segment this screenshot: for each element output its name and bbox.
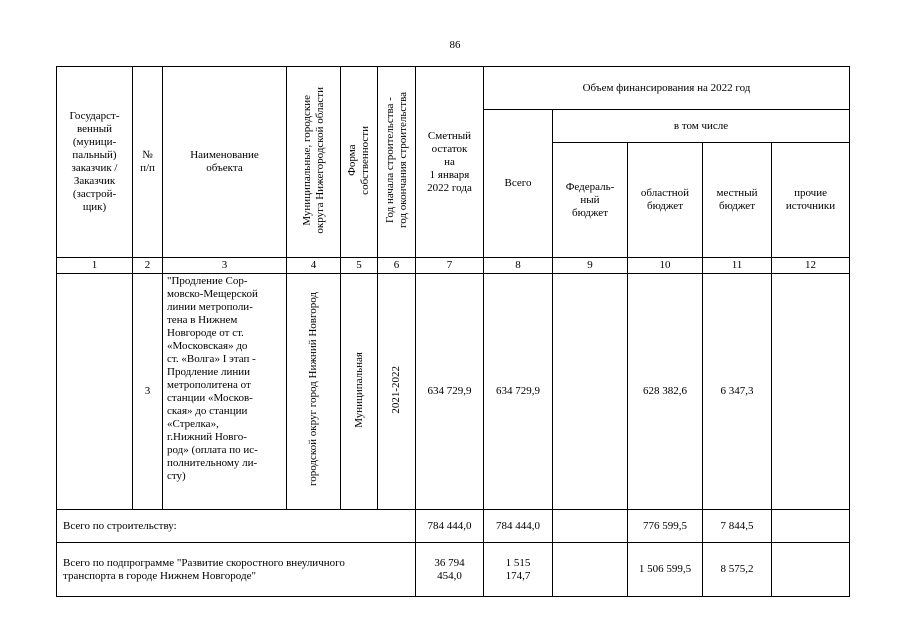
header-including: в том числе bbox=[553, 110, 850, 143]
header-regional: областной бюджет bbox=[628, 143, 703, 258]
header-federal: Федераль- ный бюджет bbox=[553, 143, 628, 258]
row-local: 6 347,3 bbox=[703, 274, 772, 510]
construction-total-local: 7 844,5 bbox=[703, 510, 772, 543]
construction-total-estimated: 784 444,0 bbox=[416, 510, 484, 543]
construction-total-label: Всего по строительству: bbox=[57, 510, 416, 543]
column-number: 1 bbox=[57, 258, 133, 274]
row-years: 2021-2022 bbox=[378, 274, 416, 510]
subprogram-total-federal bbox=[553, 543, 628, 597]
table-row bbox=[57, 274, 850, 510]
row-estimated-balance: 634 729,9 bbox=[416, 274, 484, 510]
construction-total-federal bbox=[553, 510, 628, 543]
header-funding-2022: Объем финансирования на 2022 год bbox=[484, 67, 850, 110]
subprogram-total-local: 8 575,2 bbox=[703, 543, 772, 597]
header-ownership: Форма собственности bbox=[341, 67, 378, 258]
row-number: 3 bbox=[133, 274, 163, 510]
subprogram-total-total: 1 515 174,7 bbox=[484, 543, 553, 597]
row-municipality: городской округ город Нижний Новгород bbox=[287, 274, 341, 510]
row-object-name: "Продление Сор- мовско-Мещерской линии метрополи- тена в Нижнем Новгороде от ст. «Московская» до ст. «Волга» I этап - Продление линии метрополитена от станции «Москов- ская» до станции «Стрелка», г.Нижний Новго- род» (оплата по ис- полнительному ли- сту) bbox=[163, 274, 287, 510]
column-number: 11 bbox=[703, 258, 772, 274]
row-other bbox=[772, 274, 850, 510]
subprogram-total-row bbox=[57, 543, 850, 597]
header-municipality: Муниципальные, городские округа Нижегородской области bbox=[287, 67, 341, 258]
row-regional: 628 382,6 bbox=[628, 274, 703, 510]
column-number: 6 bbox=[378, 258, 416, 274]
column-number: 9 bbox=[553, 258, 628, 274]
financing-table bbox=[56, 66, 850, 597]
row-total: 634 729,9 bbox=[484, 274, 553, 510]
construction-total-row bbox=[57, 510, 850, 543]
column-number: 5 bbox=[341, 258, 378, 274]
construction-total-regional: 776 599,5 bbox=[628, 510, 703, 543]
column-number-row bbox=[57, 258, 850, 274]
column-number: 4 bbox=[287, 258, 341, 274]
subprogram-total-regional: 1 506 599,5 bbox=[628, 543, 703, 597]
subprogram-total-label: Всего по подпрограмме "Развитие скоростного внеуличного транспорта в городе Нижнем Новгороде" bbox=[57, 543, 416, 597]
header-object-name: Наименование объекта bbox=[163, 67, 287, 258]
header-estimated-balance: Сметный остаток на 1 января 2022 года bbox=[416, 67, 484, 258]
header-local: местный бюджет bbox=[703, 143, 772, 258]
column-number: 7 bbox=[416, 258, 484, 274]
row-ownership: Муниципальная bbox=[341, 274, 378, 510]
construction-total-other bbox=[772, 510, 850, 543]
subprogram-total-other bbox=[772, 543, 850, 597]
column-number: 12 bbox=[772, 258, 850, 274]
row-federal bbox=[553, 274, 628, 510]
header-customer: Государст- венный (муници- пальный) заказчик / Заказчик (застрой- щик) bbox=[57, 67, 133, 258]
subprogram-total-estimated: 36 794 454,0 bbox=[416, 543, 484, 597]
header-years: Год начала строительства - год окончания строительства bbox=[378, 67, 416, 258]
row-customer bbox=[57, 274, 133, 510]
construction-total-total: 784 444,0 bbox=[484, 510, 553, 543]
column-number: 8 bbox=[484, 258, 553, 274]
column-number: 10 bbox=[628, 258, 703, 274]
header-total: Всего bbox=[484, 110, 553, 258]
header-number: № п/п bbox=[133, 67, 163, 258]
column-number: 3 bbox=[163, 258, 287, 274]
header-other: прочие источники bbox=[772, 143, 850, 258]
page-number: 86 bbox=[449, 39, 461, 51]
column-number: 2 bbox=[133, 258, 163, 274]
